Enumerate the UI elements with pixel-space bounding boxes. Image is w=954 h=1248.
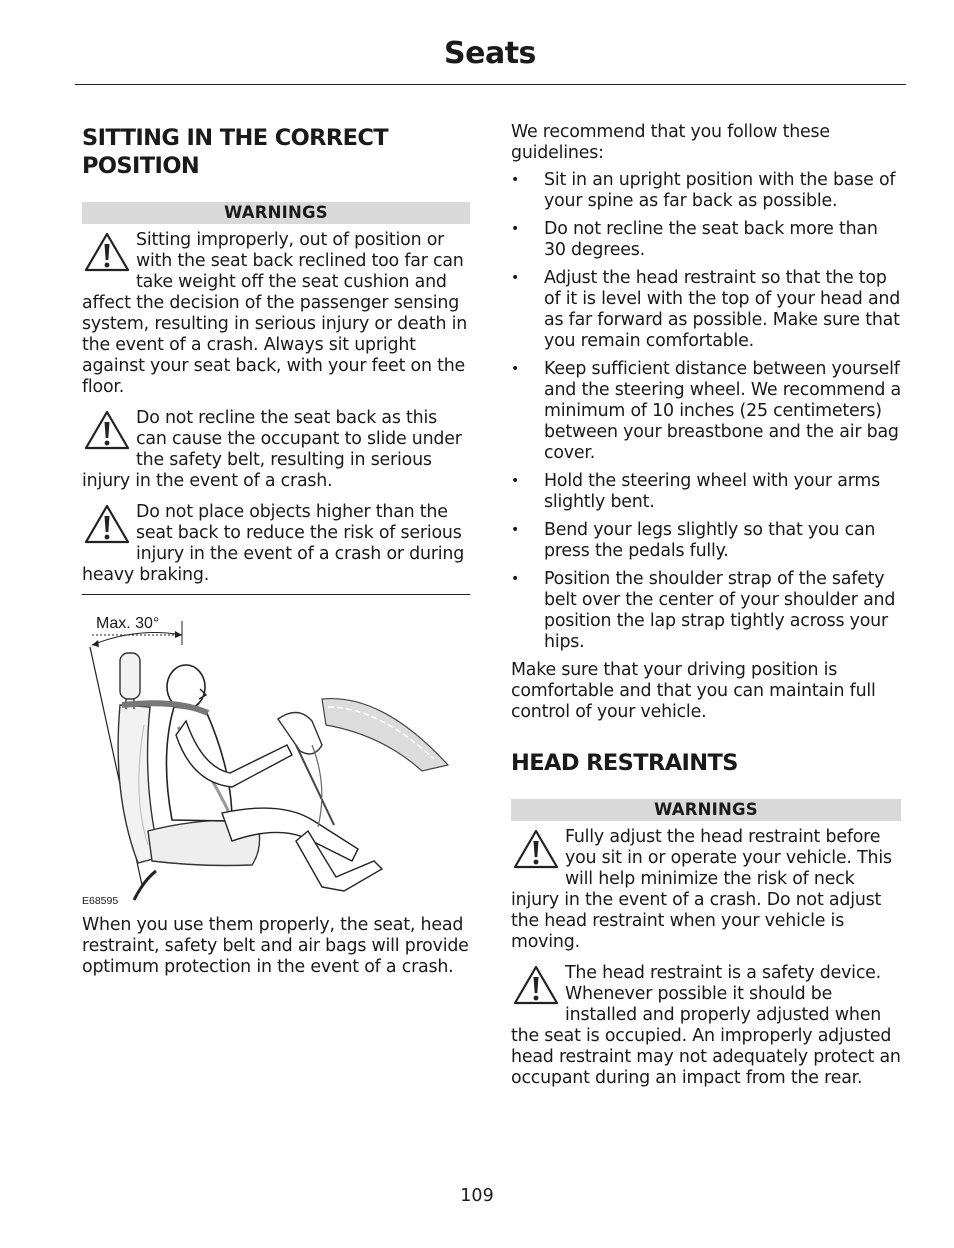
driving-position-paragraph: Make sure that your driving position is comfortable and that you can maintain full control of your vehicle. bbox=[511, 660, 876, 722]
warning-triangle-icon bbox=[82, 230, 132, 274]
bullet-dot: • bbox=[511, 473, 520, 489]
bullet-dot: • bbox=[511, 270, 520, 286]
list-item: • Bend your legs slightly so that you can press the pedals fully. bbox=[511, 520, 876, 561]
warning-text: Do not recline the seat back as this can cause the occupant to slide under the safety belt, resulting in serious injury in the event of a crash. bbox=[82, 408, 462, 491]
warning-triangle-icon bbox=[511, 827, 561, 871]
figure-id: E68595 bbox=[82, 895, 119, 907]
warning-text: Sitting improperly, out of position or with the seat back reclined too far can take weight off the seat cushion and affect the decision of the passenger sensing system, resulting in serious injury or death in the event of a crash. Always sit upright against your seat back, with your feet on the floor. bbox=[82, 230, 468, 397]
list-item: • Position the shoulder strap of the safety belt over the center of your shoulder and position the lap strap tightly across your hips. bbox=[511, 569, 896, 652]
right-column bbox=[511, 122, 901, 1089]
warning-triangle-icon bbox=[82, 408, 132, 452]
bullet-dot: • bbox=[511, 571, 520, 587]
warning-item bbox=[511, 963, 901, 1089]
warning-item bbox=[82, 230, 470, 398]
warning-triangle-icon bbox=[511, 963, 561, 1007]
seated-driver-illustration bbox=[82, 595, 470, 913]
title-divider bbox=[75, 84, 906, 85]
warning-item bbox=[511, 827, 901, 953]
list-item: • Keep sufficient distance between yourself and the steering wheel. We recommend a minimum of 10 inches (25 centimeters) between your breastbone and the air bag cover. bbox=[511, 359, 901, 463]
warnings-heading: WARNINGS bbox=[511, 799, 901, 821]
warning-text: Fully adjust the head restraint before you sit in or operate your vehicle. This will help minimize the risk of neck injury in the event of a crash. Do not adjust the head restraint when your vehicle is moving. bbox=[511, 827, 892, 952]
page-number: 109 bbox=[460, 1186, 494, 1206]
warning-item bbox=[82, 502, 470, 586]
guidelines-list bbox=[511, 170, 901, 653]
bullet-dot: • bbox=[511, 221, 520, 237]
seat-position-figure bbox=[82, 595, 470, 913]
page-title: Seats bbox=[444, 36, 536, 71]
list-item: • Hold the steering wheel with your arms slightly bent. bbox=[511, 471, 880, 512]
bullet-dot: • bbox=[511, 361, 520, 377]
guidelines-intro: We recommend that you follow these guidelines: bbox=[511, 122, 830, 163]
bullet-dot: • bbox=[511, 172, 520, 188]
list-item: • Do not recline the seat back more than 30 degrees. bbox=[511, 219, 878, 260]
warning-text: Do not place objects higher than the seat back to reduce the risk of serious injury in the event of a crash or during heavy braking. bbox=[82, 502, 465, 585]
warning-triangle-icon bbox=[82, 502, 132, 546]
section-title-head-restraints: HEAD RESTRAINTS bbox=[511, 750, 738, 776]
closing-paragraph: When you use them properly, the seat, head restraint, safety belt and air bags will provide optimum protection in the event of a crash. bbox=[82, 915, 469, 977]
warnings-heading: WARNINGS bbox=[82, 202, 470, 224]
left-column bbox=[82, 118, 470, 978]
bullet-dot: • bbox=[511, 522, 520, 538]
list-item: • Sit in an upright position with the base of your spine as far back as possible. bbox=[511, 170, 896, 211]
list-item: • Adjust the head restraint so that the top of it is level with the top of your head and as far forward as possible. Make sure that you remain comfortable. bbox=[511, 268, 901, 351]
warning-item bbox=[82, 408, 470, 492]
section-title-sitting: SITTING IN THE CORRECT POSITION bbox=[82, 125, 389, 179]
angle-label: Max. 30° bbox=[96, 615, 160, 632]
warning-text: The head restraint is a safety device. Whenever possible it should be installed and properly adjusted when the seat is occupied. An improperly adjusted head restraint may not adequately protect an occupant during an impact from the rear. bbox=[511, 963, 901, 1088]
